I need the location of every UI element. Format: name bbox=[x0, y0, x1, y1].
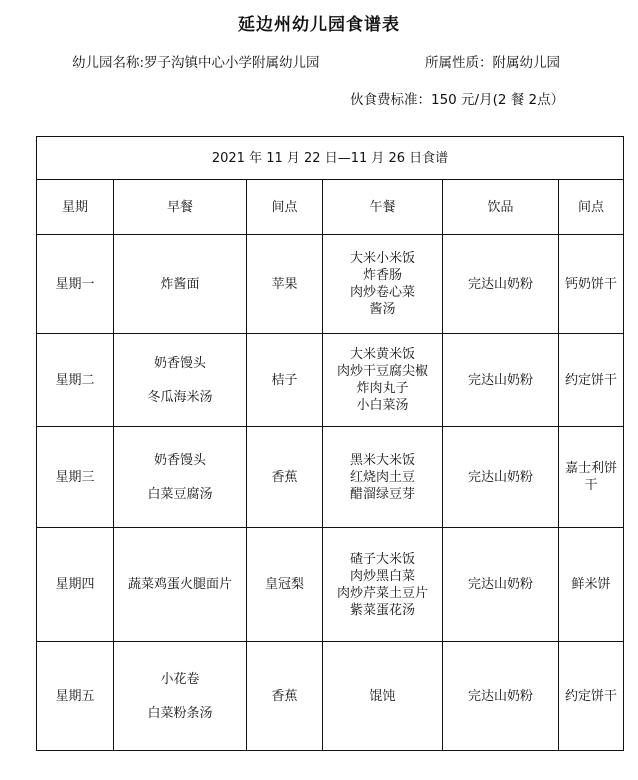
breakfast-item: 炸酱面 bbox=[160, 276, 200, 292]
lunch-item: 炸肉丸子 bbox=[356, 381, 409, 396]
lunch-item: 炸香肠 bbox=[362, 268, 402, 283]
caption-row bbox=[37, 137, 624, 180]
day-cell: 星期三 bbox=[37, 427, 114, 528]
lunch-item: 红烧肉土豆 bbox=[349, 469, 415, 485]
snack-cell: 苹果 bbox=[247, 235, 323, 334]
snack-2-cell: 嘉士利饼干 bbox=[559, 427, 624, 528]
snack-2-cell: 鲜米饼 bbox=[559, 528, 624, 642]
breakfast-item: 冬瓜海米汤 bbox=[147, 389, 213, 405]
table-row bbox=[37, 334, 624, 427]
snack-2-cell: 约定饼干 bbox=[559, 642, 624, 751]
breakfast-cell bbox=[114, 642, 247, 751]
lunch-cell bbox=[323, 528, 443, 642]
breakfast-cell bbox=[114, 427, 247, 528]
drink-cell: 完达山奶粉 bbox=[443, 427, 559, 528]
snack-2-cell: 约定饼干 bbox=[559, 334, 624, 427]
day-cell: 星期五 bbox=[37, 642, 114, 751]
kindergarten-name: 幼儿园名称:罗子沟镇中心小学附属幼儿园 bbox=[72, 55, 320, 71]
table-row bbox=[37, 427, 624, 528]
breakfast-item: 蔬菜鸡蛋火腿面片 bbox=[127, 577, 232, 592]
column-header-snack-2: 间点 bbox=[559, 180, 624, 235]
column-header-day: 星期 bbox=[37, 180, 114, 235]
lunch-item: 肉炒干豆腐尖椒 bbox=[336, 364, 428, 379]
snack-2-cell: 钙奶饼干 bbox=[559, 235, 624, 334]
lunch-item: 紫菜蛋花汤 bbox=[349, 602, 415, 618]
lunch-cell bbox=[323, 642, 443, 751]
page-title: 延边州幼儿园食谱表 bbox=[238, 15, 400, 35]
lunch-item: 肉炒黑白菜 bbox=[349, 568, 415, 584]
day-cell: 星期二 bbox=[37, 334, 114, 427]
snack-cell: 香蕉 bbox=[247, 427, 323, 528]
lunch-cell bbox=[323, 235, 443, 334]
breakfast-item: 奶香馒头 bbox=[153, 355, 206, 371]
lunch-item: 肉炒卷心菜 bbox=[349, 285, 415, 300]
lunch-item: 酱汤 bbox=[369, 302, 396, 317]
drink-cell: 完达山奶粉 bbox=[443, 235, 559, 334]
lunch-item: 大米黄米饭 bbox=[349, 347, 415, 362]
drink-cell: 完达山奶粉 bbox=[443, 334, 559, 427]
breakfast-item: 奶香馒头 bbox=[153, 452, 206, 468]
column-header-snack: 间点 bbox=[247, 180, 323, 235]
fee-standard: 伙食费标准：150 元/月(2 餐 2点） bbox=[350, 92, 565, 108]
breakfast-item: 小花卷 bbox=[160, 671, 200, 687]
snack-cell: 香蕉 bbox=[247, 642, 323, 751]
breakfast-cell bbox=[114, 334, 247, 427]
lunch-item: 馄饨 bbox=[369, 688, 396, 704]
breakfast-item: 白菜粉条汤 bbox=[147, 705, 213, 721]
column-header-breakfast: 早餐 bbox=[114, 180, 247, 235]
table-row bbox=[37, 235, 624, 334]
day-cell: 星期四 bbox=[37, 528, 114, 642]
menu-table bbox=[36, 136, 624, 751]
lunch-cell bbox=[323, 334, 443, 427]
lunch-item: 大米小米饭 bbox=[349, 251, 415, 266]
drink-cell: 完达山奶粉 bbox=[443, 528, 559, 642]
header-row bbox=[37, 180, 624, 235]
lunch-item: 醋溜绿豆芽 bbox=[349, 486, 415, 502]
kindergarten-nature: 所属性质：附属幼儿园 bbox=[425, 55, 560, 71]
table-row bbox=[37, 528, 624, 642]
lunch-item: 小白菜汤 bbox=[356, 398, 409, 413]
lunch-cell bbox=[323, 427, 443, 528]
breakfast-cell bbox=[114, 235, 247, 334]
day-cell: 星期一 bbox=[37, 235, 114, 334]
snack-cell: 皇冠梨 bbox=[247, 528, 323, 642]
lunch-item: 肉炒芹菜土豆片 bbox=[336, 585, 428, 601]
breakfast-cell bbox=[114, 528, 247, 642]
breakfast-item: 白菜豆腐汤 bbox=[147, 486, 213, 502]
table-row bbox=[37, 642, 624, 751]
snack-cell: 桔子 bbox=[247, 334, 323, 427]
column-header-drink: 饮品 bbox=[443, 180, 559, 235]
column-header-lunch: 午餐 bbox=[323, 180, 443, 235]
menu-caption: 2021 年 11 月 22 日—11 月 26 日食谱 bbox=[37, 137, 624, 180]
drink-cell: 完达山奶粉 bbox=[443, 642, 559, 751]
lunch-item: 碴子大米饭 bbox=[349, 551, 415, 567]
lunch-item: 黑米大米饭 bbox=[349, 452, 415, 468]
